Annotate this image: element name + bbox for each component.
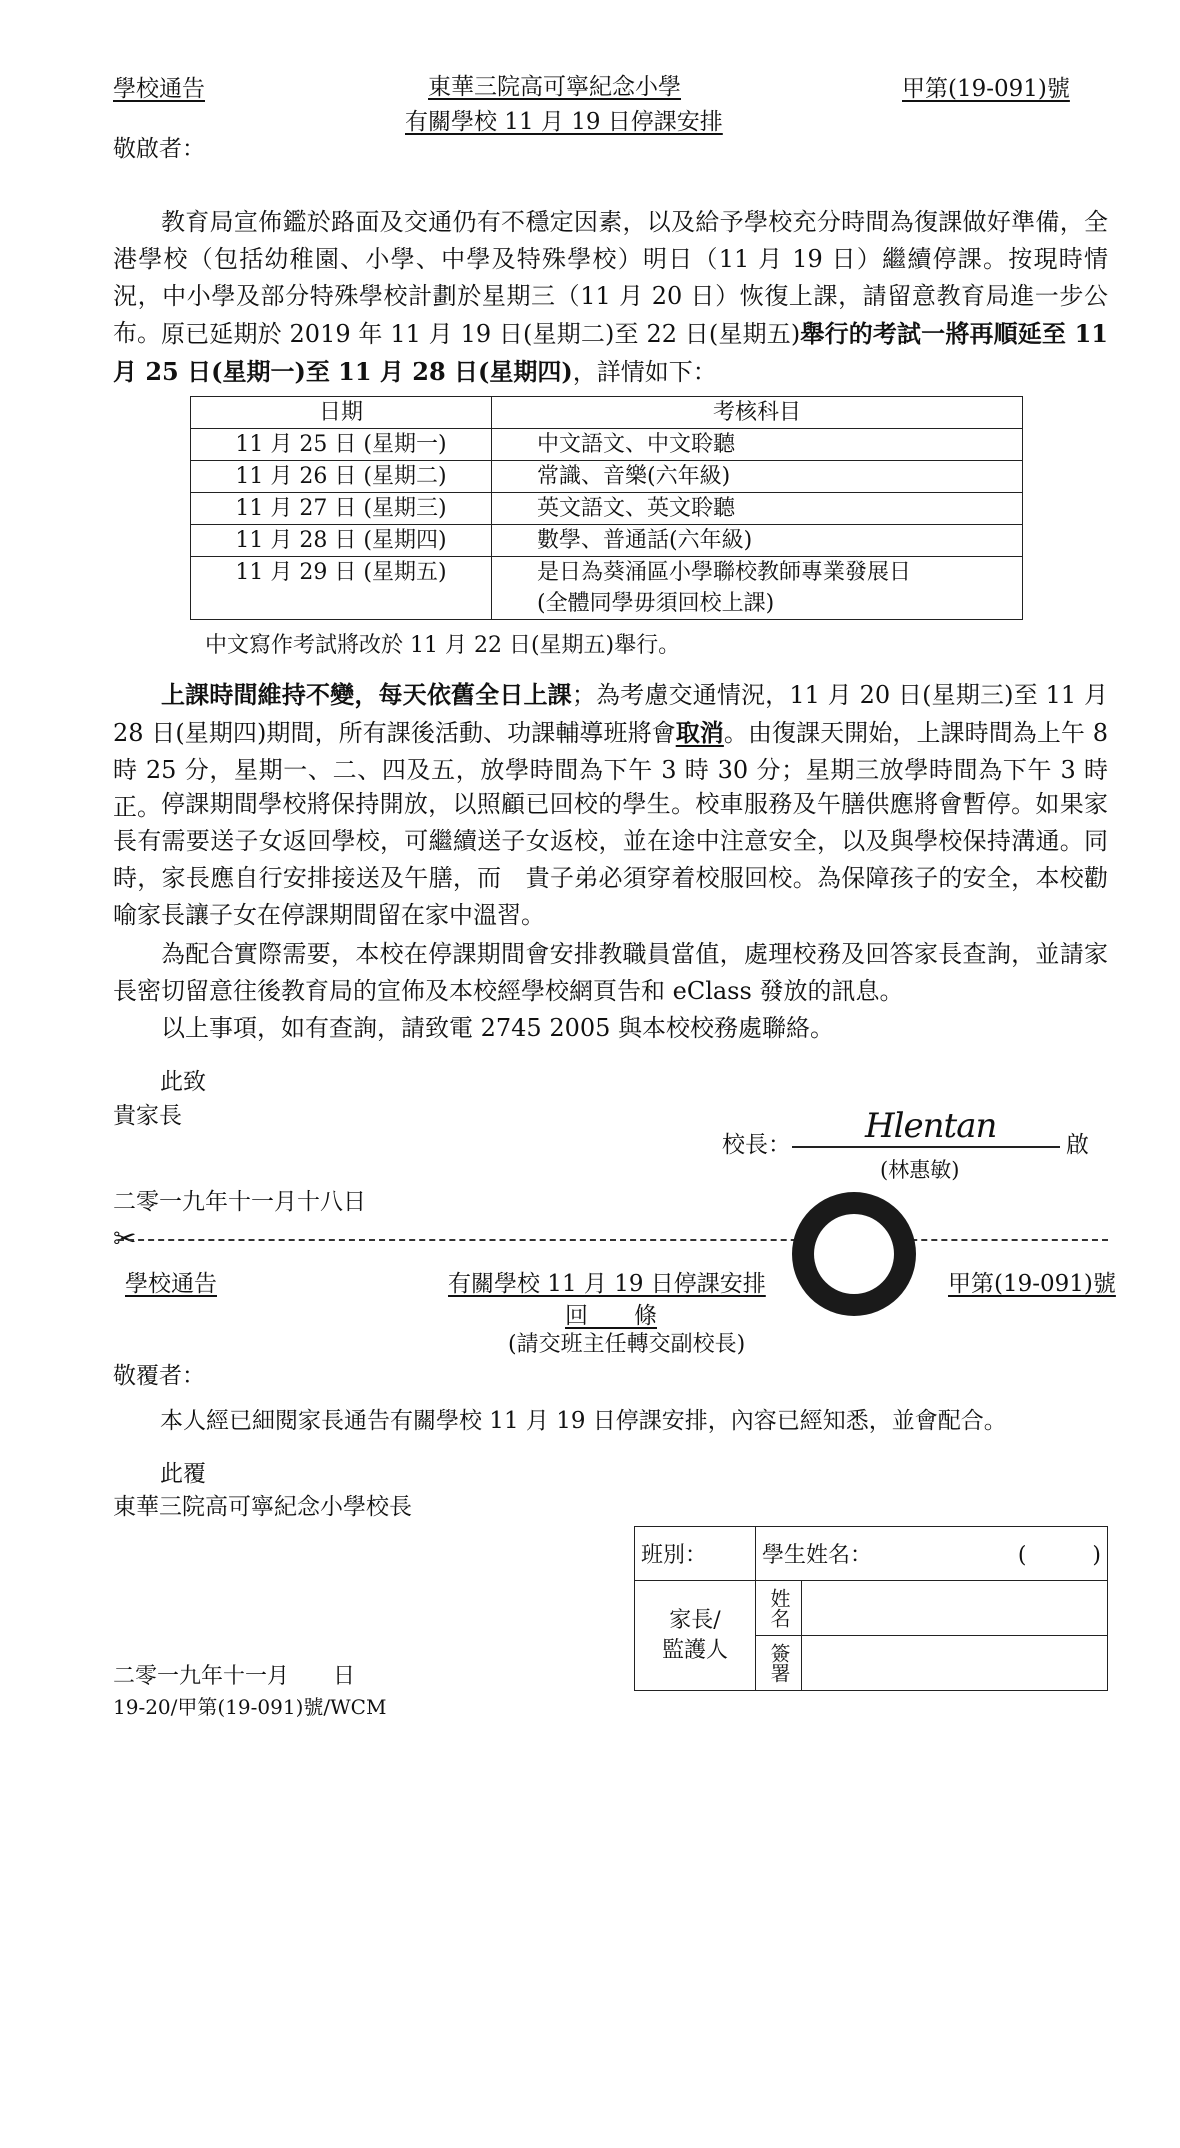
signature-line [792, 1146, 1060, 1148]
paragraph-enquiry: 以上事項，如有查詢，請致電 2745 2005 與本校校務處聯絡。 [161, 1014, 835, 1042]
reply-body: 本人經已細閱家長通告有關學校 11 月 19 日停課安排，內容已經知悉，並會配合。 [160, 1408, 1007, 1434]
notice-date: 二零一九年十一月十八日 [113, 1189, 366, 1215]
exam-date: 11 月 25 日 (星期一) [191, 429, 492, 461]
cancelled-emphasis: 取消 [675, 718, 724, 747]
school-name: 東華三院高可寧紀念小學 [428, 74, 681, 100]
salutation: 敬啟者： [113, 136, 205, 162]
guardian-label-line1: 家長/ [669, 1607, 721, 1633]
student-name-cell[interactable] [756, 1527, 1108, 1581]
exam-subject-line1: 是日為葵涌區小學聯校教師專業發展日 [537, 560, 912, 585]
reply-reference-number: 甲第(19-091)號 [948, 1271, 1116, 1297]
exam-details-lead: ，詳情如下： [572, 358, 717, 386]
reply-form-row [635, 1527, 1108, 1581]
exam-subject: 英文語文、英文聆聽 [492, 493, 1023, 525]
reply-form [634, 1526, 1108, 1691]
exam-new-dates: 舉行的考試一將再順延至 11 月 25 日(星期一)至 11 月 28 日(星期四) [113, 319, 1108, 386]
reply-recipient: 東華三院高可寧紀念小學校長 [113, 1494, 412, 1520]
closing-phrase: 此致 [160, 1069, 206, 1095]
paragraph-duty-staff: 為配合實際需要，本校在停課期間會安排教職員當值，處理校務及回答家長查詢，並請家長密切留意往後教育局的宣佈及本校經學校網頁告和 eClass 發放的訊息。 [113, 940, 1108, 1005]
reply-salutation: 敬覆者： [113, 1363, 205, 1389]
reply-slip-title: 回 條 [565, 1303, 657, 1329]
closing-recipient: 貴家長 [113, 1103, 182, 1129]
exam-date: 11 月 28 日 (星期四) [191, 525, 492, 557]
class-label: 班別： [635, 1527, 756, 1581]
guardian-name-field[interactable] [802, 1581, 1108, 1636]
principal-signature: Hlentan [865, 1106, 997, 1146]
header-date: 日期 [191, 397, 492, 429]
exam-date: 11 月 29 日 (星期五) [191, 557, 492, 620]
notice-type: 學校通告 [113, 76, 205, 102]
signature-label: 簽署 [756, 1636, 802, 1691]
name-label: 姓名 [756, 1581, 802, 1636]
student-name-label: 學生姓名： [762, 1543, 873, 1568]
exam-schedule-table [190, 396, 1023, 620]
guardian-label-cell [635, 1581, 756, 1691]
exam-subject: 常識、音樂(六年級) [492, 461, 1023, 493]
table-row [191, 525, 1023, 557]
header-subject: 考核科目 [492, 397, 1023, 429]
principal-label: 校長： [722, 1132, 791, 1158]
table-header-row [191, 397, 1023, 429]
notice-subject: 有關學校 11 月 19 日停課安排 [405, 109, 723, 135]
paragraph-exam-postponement [113, 315, 1108, 391]
reply-closing-phrase: 此覆 [160, 1461, 206, 1487]
table-row [191, 461, 1023, 493]
reply-form-row [635, 1581, 1108, 1636]
exam-subject-line2: (全體同學毋須回校上課) [537, 591, 775, 616]
exam-subject: 中文語文、中文聆聽 [492, 429, 1023, 461]
exam-subject: 數學、普通話(六年級) [492, 525, 1023, 557]
reply-date: 二零一九年十一月 日 [113, 1664, 356, 1689]
school-hours-text: ；為考慮交通情況，11 月 20 日(星期三)至 11 月 28 日(星期四)期間，所有課後活動、功課輔導班將會 [113, 681, 1108, 747]
reply-subject: 有關學校 11 月 19 日停課安排 [448, 1271, 766, 1297]
exam-date: 11 月 27 日 (星期三) [191, 493, 492, 525]
school-hours-bold: 上課時間維持不變，每天依舊全日上課 [161, 680, 572, 709]
table-row [191, 429, 1023, 461]
student-class-number-bracket: ( ) [1017, 1543, 1101, 1568]
principal-name: (林惠敏) [880, 1158, 960, 1182]
paragraph-school-open: 停課期間學校將保持開放，以照顧已回校的學生。校車服務及午膳供應將會暫停。如果家長有需要送子女返回學校，可繼續送子女返校，並在途中注意安全，以及與學校保持溝通。同時，家長應自行安排接送及午膳，而 貴子弟必須穿着校服回校。為保障孩子的安全，本校勸喻家長讓子女在停課期間留在家中溫習。 [113, 790, 1108, 929]
exam-date: 11 月 26 日 (星期二) [191, 461, 492, 493]
table-row [191, 493, 1023, 525]
footer-reference: 19-20/甲第(19-091)號/WCM [113, 1695, 387, 1719]
reply-notice-type: 學校通告 [125, 1271, 217, 1297]
guardian-signature-field[interactable] [802, 1636, 1108, 1691]
table-row [191, 557, 1023, 620]
school-hours-times: 。由復課天開始，上課時間為上午 8 時 25 分，星期一、二、四及五，放學時間為下午 3 時 30 分；星期三放學時間為下午 3 時正。 [113, 719, 1108, 821]
school-seal [792, 1192, 916, 1316]
cut-line [118, 1239, 1108, 1241]
writing-exam-note: 中文寫作考試將改於 11 月 22 日(星期五)舉行。 [205, 633, 681, 658]
exam-original-dates: 原已延期於 2019 年 11 月 19 日(星期二)至 22 日(星期五) [161, 320, 801, 348]
exam-subject [492, 557, 1023, 620]
guardian-label-line2: 監護人 [661, 1637, 728, 1663]
closing-qi: 啟 [1066, 1132, 1089, 1158]
seal-inner [814, 1214, 894, 1294]
scissors-icon: ✂ [113, 1222, 137, 1255]
reference-number: 甲第(19-091)號 [902, 76, 1070, 102]
paragraph-suspension: 教育局宣佈鑑於路面及交通仍有不穩定因素，以及給予學校充分時間為復課做好準備，全港學校（包括幼稚園、小學、中學及特殊學校）明日（11 月 19 日）繼續停課。按現時情況，中小學及部分特殊學校計劃於星期三（11 月 20 日）恢復上課，請留意教育局進一步公布。 [113, 208, 1108, 347]
reply-instruction: (請交班主任轉交副校長) [508, 1332, 746, 1357]
